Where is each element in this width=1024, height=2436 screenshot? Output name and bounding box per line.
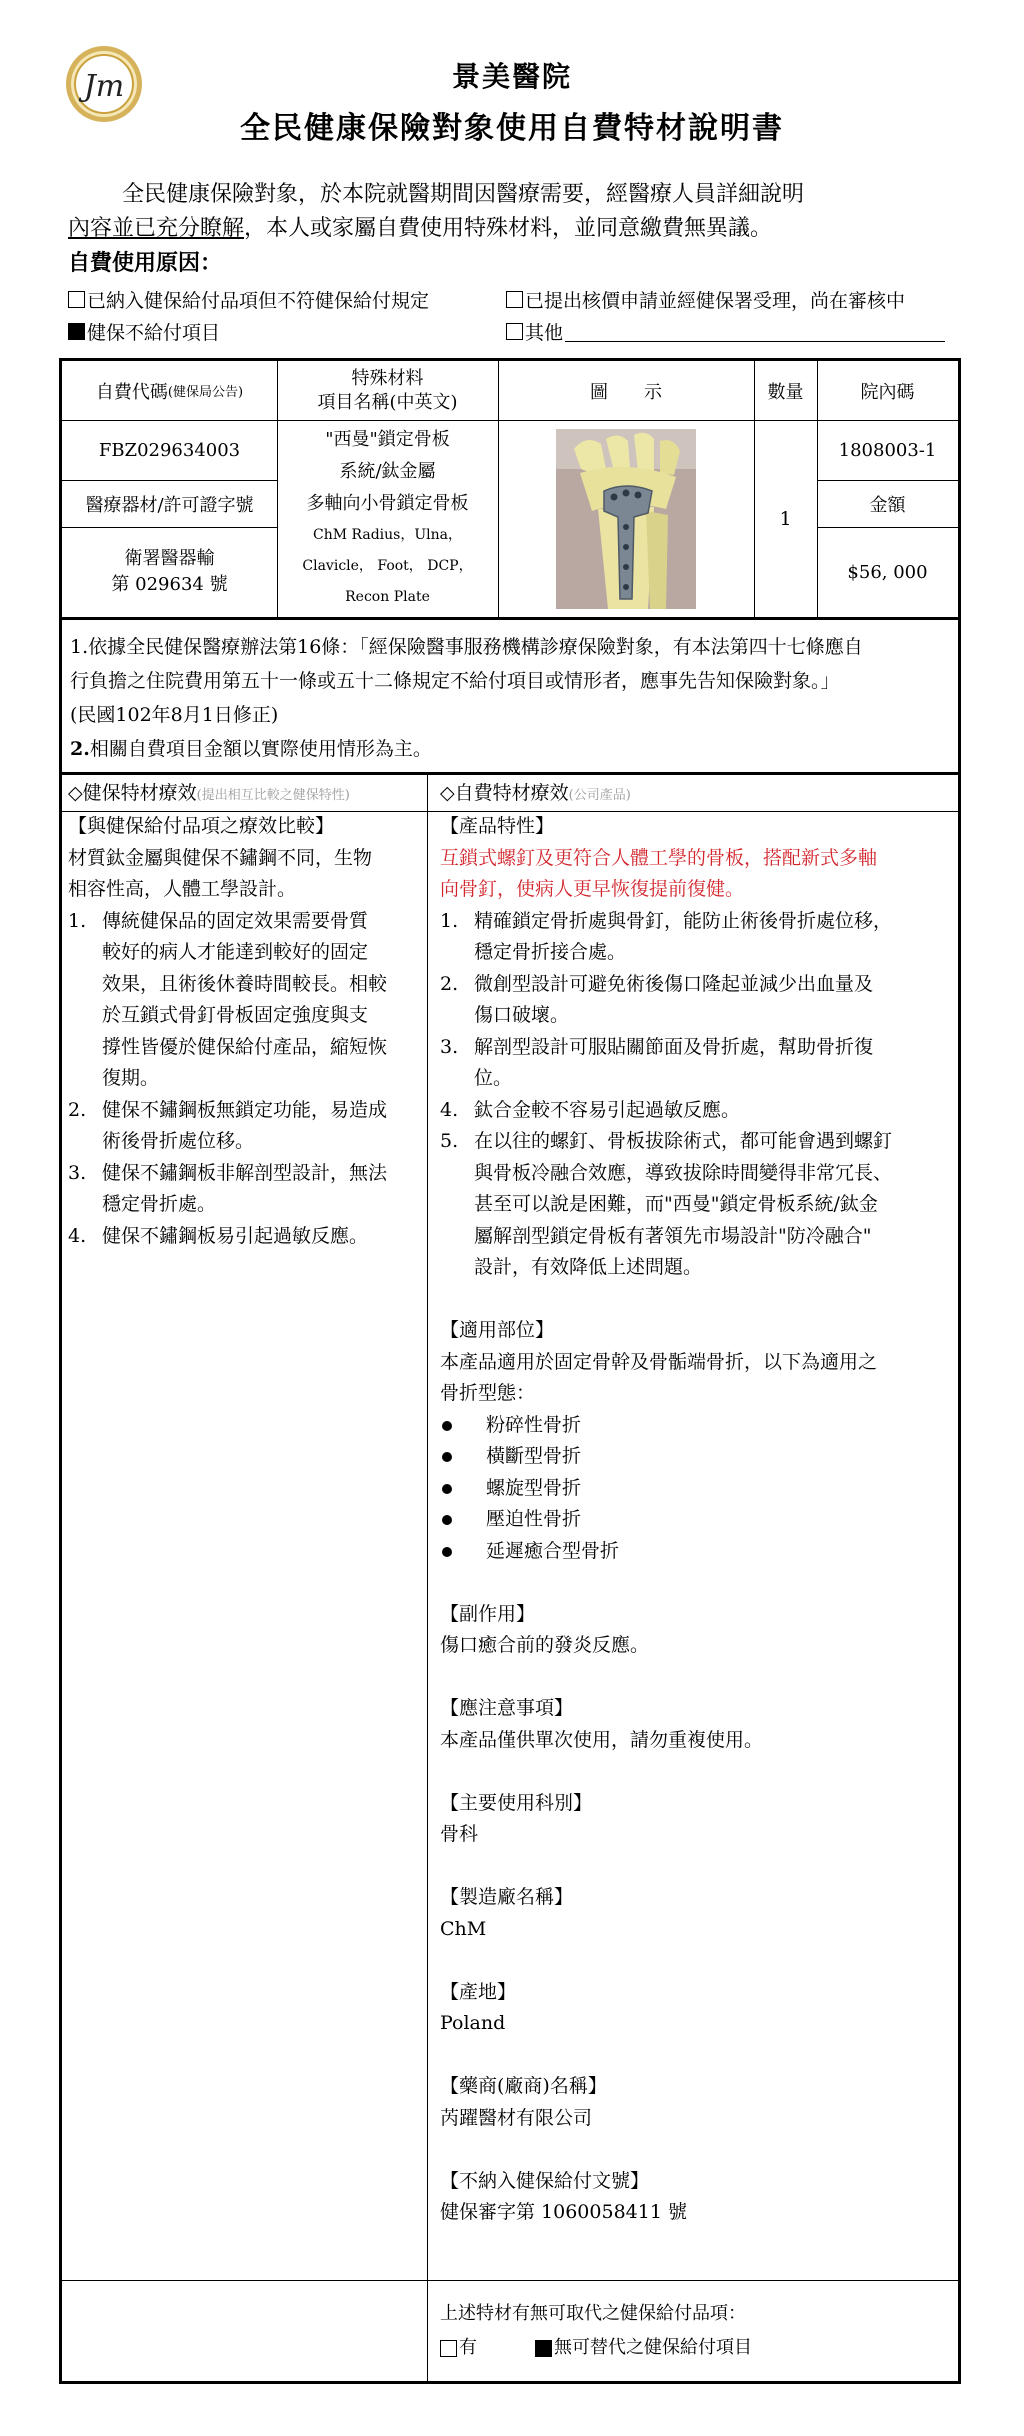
features-list	[440, 906, 954, 1284]
vendor-title: 【藥商(廠商)名稱】	[440, 2075, 607, 2097]
list-item: 延遲癒合型骨折	[440, 1536, 954, 1568]
hospital-name: 景美醫院	[451, 60, 572, 93]
list-item: 粉碎性骨折	[440, 1410, 954, 1442]
other-fill-line[interactable]	[565, 321, 945, 342]
header-item-name: 特殊材料 項目名稱(中英文)	[317, 367, 458, 413]
header-hospital-code: 院內碼	[860, 381, 915, 403]
bone-plate-illustration	[556, 429, 696, 609]
cell-code: FBZ029634003	[98, 439, 241, 461]
department-title: 【主要使用科別】	[440, 1791, 593, 1814]
list-item: 1. 傳統健保品的固定效果需要骨質 較好的病人才能達到較好的固定 效果，且術後休養時間較長。相較 於互鎖式骨釘骨板固定強度與支 撐性皆優於健保給付產品，縮短恢 復期。	[68, 909, 388, 1089]
list-item: 4. 健保不鏽鋼板易引起過敏反應。	[68, 1224, 369, 1247]
manufacturer-title: 【製造廠名稱】	[440, 1886, 574, 1908]
reason-option-covered-not-eligible[interactable]: 已納入健保給付品項但不符健保給付規定	[68, 286, 429, 313]
intro-underlined: 內容並已充分瞭解	[68, 216, 245, 241]
caution-title: 【應注意事項】	[440, 1697, 574, 1719]
checkbox[interactable]	[440, 2340, 457, 2357]
list-item: 1. 精確鎖定骨折處與骨釘，能防止術後骨折處位移， 穩定骨折接合處。	[440, 909, 893, 963]
site-title: 【適用部位】	[440, 1319, 555, 1341]
document-number-title: 【不納入健保給付文號】	[440, 2169, 650, 2192]
svg-text:Jm: Jm	[83, 69, 125, 104]
nhi-effects-header: ◇健保特材療效(提出相互比較之健保特性)	[68, 782, 350, 804]
reason-option-pending-review[interactable]: 已提出核價申請並經健保署受理，尚在審核中	[506, 286, 905, 313]
effects-comparison	[59, 772, 961, 2384]
list-item: 4. 鈦合金較不容易引起過敏反應。	[440, 1098, 741, 1121]
cell-license: 衛署醫器輸 第 029634 號	[111, 548, 228, 595]
checkbox[interactable]	[506, 291, 523, 308]
checkbox[interactable]	[68, 291, 85, 308]
list-item: 2. 健保不鏽鋼板無鎖定功能，易造成 術後骨折處位移。	[68, 1098, 388, 1152]
cell-amount: $56, 000	[847, 561, 928, 583]
comparison-title: 【與健保給付品項之療效比較】	[68, 815, 335, 837]
reason-option-other[interactable]: 其他	[506, 318, 945, 345]
list-item: 螺旋型骨折	[440, 1473, 954, 1505]
list-item: 3. 健保不鏽鋼板非解剖型設計，無法 穩定骨折處。	[68, 1161, 388, 1215]
header-image: 圖 示	[590, 381, 662, 403]
regulation-notes: 1.依據全民健保醫療辦法第16條：「經保險醫事服務機構診療保險對象，有本法第四十七條應自 行負擔之住院費用第五十一條或五十二條規定不給付項目或情形者，應事先告知保險對象。」 (民國102年8月1日修正) 2.相關自費項目金額以實際使用情形為主。	[59, 620, 961, 772]
list-item: 2. 微創型設計可避免術後傷口隆起並減少出血量及 傷口破壞。	[440, 972, 874, 1026]
list-item: 3. 解剖型設計可服貼關節面及骨折處，幫助骨折復 位。	[440, 1035, 874, 1089]
checkbox-checked[interactable]	[68, 323, 85, 340]
intro-paragraph: 全民健康保險對象，於本院就醫期間因醫療需要，經醫療人員詳細說明 內容並已充分瞭解，本人或家屬自費使用特殊材料，並同意繳費無異議。	[68, 182, 805, 241]
list-item: 橫斷型骨折	[440, 1441, 954, 1473]
checkbox-checked[interactable]	[535, 2340, 552, 2357]
form-title: 全民健康保險對象使用自費特材說明書	[240, 111, 784, 146]
header-code: 自費代碼 (健保局公告)	[95, 381, 244, 403]
cell-hospital-code: 1808003-1	[838, 439, 937, 461]
product-image	[498, 420, 754, 617]
origin-title: 【產地】	[440, 1980, 517, 2003]
reason-label: 自費使用原因：	[68, 250, 223, 276]
reason-option-not-covered[interactable]: 健保不給付項目	[68, 318, 220, 345]
fracture-types-list	[440, 1410, 954, 1568]
cell-amount-label: 金額	[869, 494, 906, 516]
self-pay-effects-header: ◇自費特材療效(公司產品)	[440, 782, 631, 804]
checkbox[interactable]	[506, 323, 523, 340]
nhi-effects-column: ◇健保特材療效(提出相互比較之健保特性) 【與健保給付品項之療效比較】 材質鈦金屬與健保不鏽鋼不同，生物 相容性高，人體工學設計。 1. 傳統健保品的固定效果需要骨質 較好的病人才能達到較好的固定 效果，且術後休養時間較長。相較 於互鎖式骨釘骨板固定強度與支 撐性皆優於健保給付產品，縮短恢 復期。 2. 健保不鏽鋼板無鎖定功能，易造成 術後骨折處位移。 3. 健保不鏽鋼板非解剖型設計，無法 穩定骨折處。 4. 健保不鏽鋼板易引起過敏反應。	[62, 775, 427, 1252]
cell-item-name: "西曼"鎖定骨板 系統/鈦金屬 多軸向小骨鎖定骨板 ChM Radius，Ulna， Clavicle， Foot， DCP， Recon Plate	[302, 429, 473, 605]
side-effect-title: 【副作用】	[440, 1602, 536, 1625]
header-qty: 數量	[767, 381, 804, 403]
nhi-comparison-list	[68, 906, 427, 1253]
features-title: 【產品特性】	[440, 815, 555, 837]
replacement-question: 上述特材有無可取代之健保給付品項：	[440, 2303, 746, 2324]
material-table	[59, 358, 961, 620]
replacement-question-row: 上述特材有無可取代之健保給付品項： 有 無可替代之健保給付項目	[62, 2280, 958, 2385]
self-pay-effects-column: ◇自費特材療效(公司產品) 【產品特性】 互鎖式螺釘及更符合人體工學的骨板，搭配新式多軸 向骨釘，使病人更早恢復提前復健。 1. 精確鎖定骨折處與骨釘，能防止術後骨折處位移， 穩定骨折接合處。 2. 微創型設計可避免術後傷口隆起並減少出血量及 傷口破壞。 3. 解剖型設計可服貼關節面及骨折處，幫助骨折復 位。 4. 鈦合金較不容易引起過敏反應。 5. 在以往的螺釘、骨板拔除術式，都可能會遇到螺釘 與骨板冷融合效應，導致拔除時間變得非常冗長、 甚至可以說是困難，而"西曼"鎖定骨板系統/鈦金 屬解剖型鎖定骨板有著領先市場設計"防冷融合" 設計，有效降低上述問題。 【適用部位】 本產品適用於固定骨幹及骨骺端骨折，以下為適用之 骨折型態： 粉碎性骨折 橫斷型骨折 螺旋型骨折 壓迫性骨折 延遲癒合型骨折 【副作用】 傷口癒合前的發炎反應。 【應注意事項】 本產品僅供單次使用，請勿重複使用。 【主要使用科別】 骨科 【製造廠名稱】 ChM 【產地】 Poland 【藥商(廠商)名稱】 芮躍醫材有限公司 【不納入健保給付文號】 健保審字第 1060058411 號	[434, 775, 954, 2229]
list-item: 5. 在以往的螺釘、骨板拔除術式，都可能會遇到螺釘 與骨板冷融合效應，導致拔除時間變得非常冗長、 甚至可以說是困難，而"西曼"鎖定骨板系統/鈦金 屬解剖型鎖定骨板有著領先市場設計"防冷融合" 設計，有效降低上述問題。	[440, 1130, 893, 1278]
cell-license-label: 醫療器材/許可證字號	[85, 494, 254, 516]
list-item: 壓迫性骨折	[440, 1504, 954, 1536]
cell-qty: 1	[779, 507, 792, 530]
